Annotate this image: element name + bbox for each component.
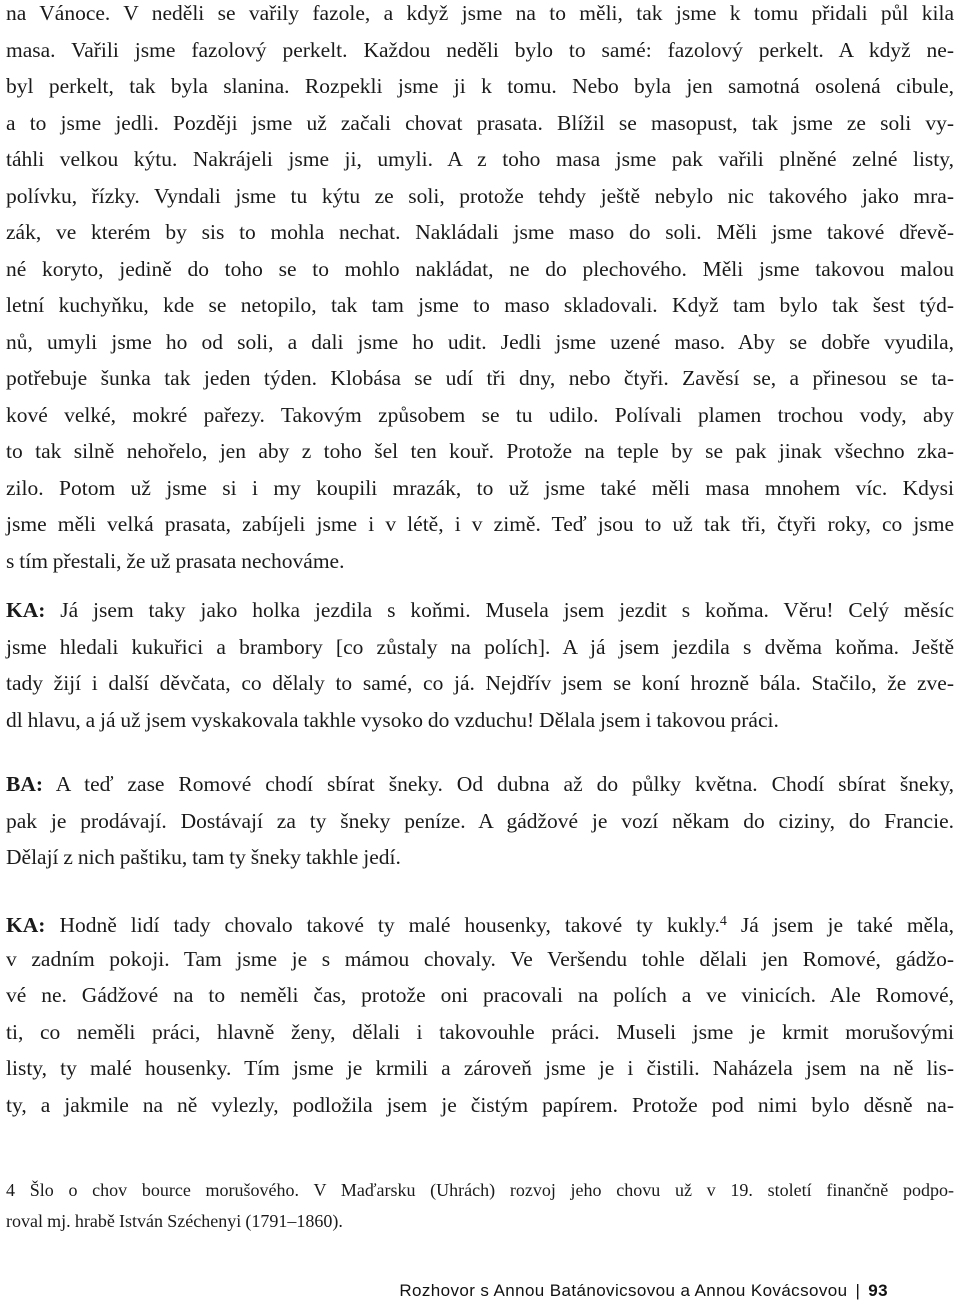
text-line: v zadním pokoji. Tam jsme je s mámou chovaly. Ve Veršendu tohle dělali jen Romové, gádžo- xyxy=(6,946,954,971)
text-line: ti, co neměli práci, hlavně ženy, dělali i takovouhle práci. Museli jsme je krmit morušovými xyxy=(6,1019,954,1044)
text-line: a to jsme jedli. Později jsme už začali chovat prasata. Blížil se masopust, tak jsme ze soli vy- xyxy=(6,110,954,135)
footnote-line: 4 Šlo o chov bource morušového. V Maďarsku (Uhrách) rozvoj jeho chovu už v 19. století finančně podpo- xyxy=(6,1180,954,1200)
text-line xyxy=(6,904,954,941)
text-line: vé ne. Gádžové na to neměli čas, protože oni pracovali na polích a ve vinicích. Ale Romové, xyxy=(6,983,954,1007)
text-line: tady žijí i další děvčata, co dělaly to samé, co já. Nejdřív jsem se koní hrozně bála. Stačilo, že zve- xyxy=(6,671,954,695)
text-line: Dělají z nich paštiku, tam ty šneky takhle jedí. xyxy=(6,845,401,869)
text-line: masa. Vařili jsme fazolový perkelt. Každou neděli bylo to samé: fazolový perkelt. A když ne- xyxy=(6,37,954,62)
text-line: pak je prodávají. Dostávají za ty šneky peníze. A gádžové je vozí někam do ciziny, do Francie. xyxy=(6,808,954,833)
line-text: A teď zase Romové chodí sbírat šneky. Od dubna až do půlky května. Chodí sbírat šneky, xyxy=(43,772,954,796)
line-text: Já jsem je také měla, xyxy=(726,913,954,937)
text-line: táhli velkou kýtu. Nakrájeli jsme ji, umyli. A z toho masa jsme pak vařili plněné zelné listy, xyxy=(6,147,954,171)
text-line: polívku, řízky. Vyndali jsme tu kýtu ze soli, protože tehdy ještě nebylo nic takového jako mra- xyxy=(6,183,954,208)
paragraph-1 xyxy=(6,0,954,579)
footnote xyxy=(6,1175,954,1237)
text-line xyxy=(6,592,954,629)
footnote-line: roval mj. hrabě István Széchenyi (1791–1860). xyxy=(6,1211,343,1231)
footnote-reference[interactable]: 4 xyxy=(719,914,727,929)
footer-separator: | xyxy=(855,1281,861,1300)
text-line: na Vánoce. V neděli se vařily fazole, a když jsme na to měli, tak jsme k tomu přidali půl kila xyxy=(6,1,954,25)
text-line: jsme hledali kukuřici a brambory [co zůstaly na polích]. A já jsem jezdila s dvěma koňma. Ještě xyxy=(6,634,954,659)
running-footer-title: Rozhovor s Annou Batánovicsovou a Annou Kovácsovou xyxy=(399,1281,848,1300)
text-line: nů, umyli jsme ho od soli, a dali jsme ho udit. Jedli jsme uzené maso. Aby se dobře vyudila, xyxy=(6,329,954,354)
text-line: ty, a jakmile na ně vylezly, podložila jsem je čistým papírem. Protože pod nimi bylo děsně na- xyxy=(6,1092,954,1117)
speaker-label: KA: xyxy=(6,598,46,622)
line-text: Já jsem taky jako holka jezdila s koňmi. Musela jsem jezdit s koňma. Věru! Celý měsíc xyxy=(45,598,954,622)
text-line: né koryto, jedině do toho se to mohlo nakládat, ne do plechového. Měli jsme takovou malou xyxy=(6,256,954,281)
text-line: potřebuje šunka tak jeden týden. Klobása se udí tři dny, nebo čtyři. Zavěsí se, a přinesou se ta- xyxy=(6,366,954,390)
text-line xyxy=(6,766,954,803)
page-number: 93 xyxy=(868,1281,888,1300)
text-line: listy, ty malé housenky. Tím jsme je krmili a zároveň jsme je i čistili. Naházela jsem na ně lis- xyxy=(6,1056,954,1080)
text-line: zilo. Potom už jsme si i my koupili mrazák, to už jsme také měli masa mnohem víc. Kdysi xyxy=(6,475,954,500)
text-line: dl hlavu, a já už jsem vyskakovala takhle vysoko do vzduchu! Dělala jsem i takovou práci. xyxy=(6,707,779,732)
paragraph-4 xyxy=(6,904,954,1123)
text-line: s tím přestali, že už prasata nechováme. xyxy=(6,548,345,573)
paragraph-2 xyxy=(6,592,954,738)
speaker-label: BA: xyxy=(6,772,44,796)
text-line: kové velké, mokré pařezy. Takovým způsobem se tu udilo. Polívali plamen trochou vody, aby xyxy=(6,402,954,427)
text-line: jsme měli velká prasata, zabíjeli jsme i v létě, i v zimě. Teď jsou to už tak tři, čtyři roky, co jsme xyxy=(6,512,954,536)
paragraph-3 xyxy=(6,766,954,876)
text-line: to tak silně nehořelo, jen aby z toho šel ten kouř. Protože na teple by se pak jinak všechno zka- xyxy=(6,439,954,463)
text-line: zák, ve kterém by sis to mohla nechat. Nakládali jsme maso do soli. Měli jsme takové dřevě- xyxy=(6,220,954,244)
speaker-label: KA: xyxy=(6,913,46,937)
text-line: letní kuchyňku, kde se netopilo, tak tam jsme to maso skladovali. Když tam bylo tak šest týd- xyxy=(6,293,954,317)
text-line: byl perkelt, tak byla slanina. Rozpekli jsme ji k tomu. Nebo byla jen samotná osolená cibule, xyxy=(6,74,954,98)
line-text: Hodně lidí tady chovalo takové ty malé housenky, takové ty kukly. xyxy=(45,913,720,937)
running-footer xyxy=(399,1280,888,1302)
